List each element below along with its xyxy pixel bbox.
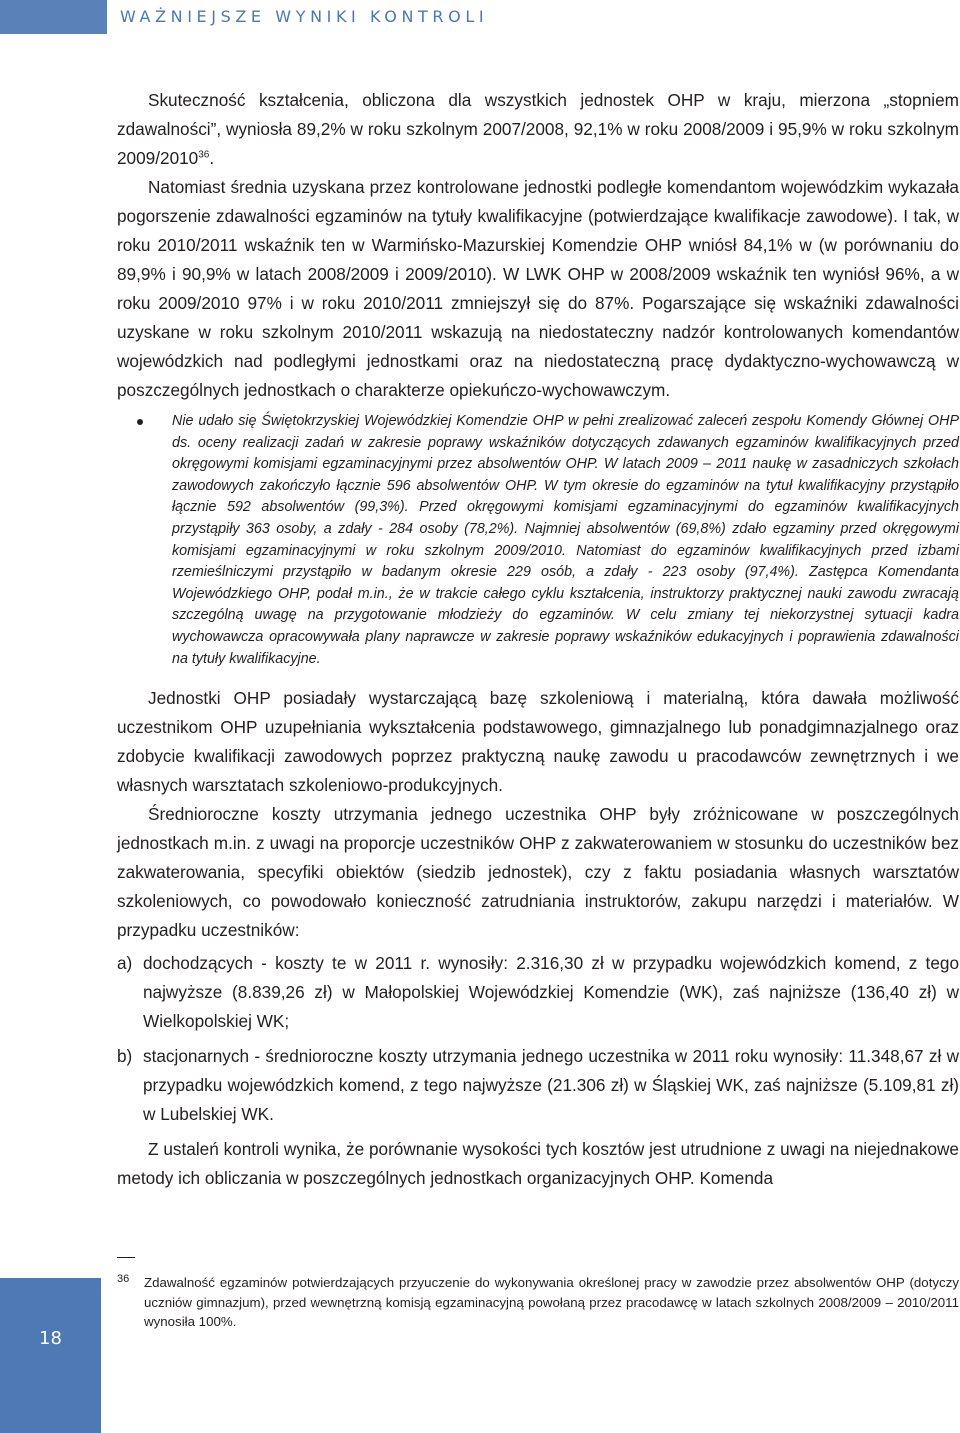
cost-list	[117, 949, 959, 1129]
list-item	[117, 1042, 959, 1129]
header-color-tile	[0, 0, 107, 34]
list-marker: b)	[117, 1046, 133, 1067]
footnote-divider	[117, 1257, 135, 1258]
paragraph-5: Z ustaleń kontroli wynika, że porównanie wysokości tych kosztów jest utrudnione z uwagi na niejednakowe metody ich obliczania w poszczególnych jednostkach organizacyjnych OHP. Komenda	[117, 1139, 959, 1189]
section-title: WAŻNIEJSZE WYNIKI KONTROLI	[120, 7, 489, 26]
footnote	[117, 1273, 959, 1332]
paragraph-1	[117, 86, 959, 173]
paragraph-1-text: Skuteczność kształcenia, obliczona dla wszystkich jednostek OHP w kraju, mierzona „stopniem zdawalności”, wyniosła 89,2% w roku szkolnym 2007/2008, 92,1% w roku 2008/2009 i 95,9% w roku szkolnym 2009/2010	[117, 90, 959, 168]
footnote-reference[interactable]: 36	[198, 149, 210, 161]
page-number: 18	[39, 1328, 62, 1349]
list-item-text: stacjonarnych - średnioroczne koszty utrzymania jednego uczestnika w 2011 roku wynosiły: 11.348,67 zł w przypadku wojewódzkich komend, z tego najwyższe (21.306 zł) w Śląskiej WK, zaś najniższe (5.109,81 zł) w Lubelskiej WK.	[143, 1046, 959, 1125]
page-number-tab	[0, 1278, 101, 1433]
footnote-text: Zdawalność egzaminów potwierdzających przyuczenie do wykonywania określonej pracy w zawodzie przez absolwentów OHP (dotyczy uczniów gimnazjum), przed wewnętrzną komisją egzaminacyjną powołaną przez pracodawcę w latach szkolnych 2008/2009 – 2010/2011 wynosiła 100%.	[144, 1275, 959, 1329]
bullet-item	[117, 411, 959, 670]
paragraph-4: Średnioroczne koszty utrzymania jednego uczestnika OHP były zróżnicowane w poszczególnych jednostkach m.in. z uwagi na proporcje uczestników OHP z zakwaterowaniem w stosunku do uczestników bez zakwaterowania, specyfiki obiektów (siedzib jednostek), czy z faktu posiadania własnych warsztatów szkoleniowych, co powodowało konieczność zatrudniania instruktorów, zakupu narzędzi i materiałów. W przypadku uczestników:	[117, 804, 959, 941]
bullet-text: Nie udało się Świętokrzyskiej Wojewódzkiej Komendzie OHP w pełni zrealizować zaleceń zespołu Komendy Głównej OHP ds. oceny realizacji zadań w zakresie poprawy wskaźników dotyczących zdawanych egzaminów kwalifikacyjnych przed okręgowymi komisjami egzaminacyjnymi przez absolwentów OHP. W latach 2009 – 2011 naukę w zasadniczych szkołach zawodowych zakończyło łącznie 596 absolwentów OHP. W tym okresie do egzaminów na tytuł kwalifikacyjny przystąpiło łącznie 592 absolwentów (99,3%). Przed okręgowymi komisjami egzaminacyjnymi do egzaminów kwalifikacyjnych przystąpiły 363 osoby, a zdały - 284 osoby (78,2%). Najmniej absolwentów (69,8%) zdało egzaminy przed okręgowymi komisjami egzaminacyjnymi w roku szkolnym 2009/2010. Natomiast do egzaminów kwalifikacyjnych przed izbami rzemieślniczymi przystąpiło w badanym okresie 229 osób, a zdały - 223 osoby (97,4%). Zastępca Komendanta Wojewódzkiego OHP, podał m.in., że w trakcie całego cyklu kształcenia, instruktorzy praktycznej nauki zawodu zwracają szczególną uwagę na przygotowanie młodzieży do egzaminów. W celu zmiany tej niekorzystnej sytuacji kadra wychowawcza opracowywała plany naprawcze w zakresie poprawy wskaźników edukacyjnych i poprawienia zdawalności na tytuły kwalifikacyjne.	[172, 413, 959, 667]
paragraph-1-end: .	[209, 148, 215, 168]
footnote-number: 36	[117, 1273, 130, 1285]
main-content	[117, 86, 959, 1193]
list-item	[117, 949, 959, 1036]
bullet-dot-icon	[137, 419, 143, 425]
paragraph-2: Natomiast średnia uzyskana przez kontrolowane jednostki podległe komendantom wojewódzkim wykazała pogorszenie zdawalności egzaminów na tytuły kwalifikacyjne (potwierdzające kwalifikacje zawodowe). I tak, w roku 2010/2011 wskaźnik ten w Warmińsko-Mazurskiej Komendzie OHP wniósł 84,1% w (w porównaniu do 89,9% i 90,9% w latach 2008/2009 i 2009/2010). W LWK OHP w 2008/2009 wskaźnik ten wyniósł 96%, a w roku 2009/2010 97% i w roku 2010/2011 zmniejszył się do 87%. Pogarszające się wskaźniki zdawalności uzyskane w roku szkolnym 2010/2011 wskazują na niedostateczny nadzór kontrolowanych komendantów wojewódzkich nad podległymi jednostkami oraz na niedostateczną pracę dydaktyczno-wychowawczą w poszczególnych jednostkach o charakterze opiekuńczo-wychowawczym.	[117, 177, 959, 400]
list-item-text: dochodzących - koszty te w 2011 r. wynosiły: 2.316,30 zł w przypadku wojewódzkich komend, z tego najwyższe (8.839,26 zł) w Małopolskiej Wojewódzkiej Komendzie (WK), zaś najniższe (136,40 zł) w Wielkopolskiej WK;	[143, 953, 959, 1032]
paragraph-3: Jednostki OHP posiadały wystarczającą bazę szkoleniową i materialną, która dawała możliwość uczestnikom OHP uzupełniania wykształcenia podstawowego, gimnazjalnego lub ponadgimnazjalnego oraz zdobycie kwalifikacji zawodowych poprzez praktyczną naukę zawodu u pracodawców zewnętrznych i we własnych warsztatach szkoleniowo-produkcyjnych.	[117, 688, 959, 796]
list-marker: a)	[117, 953, 133, 974]
